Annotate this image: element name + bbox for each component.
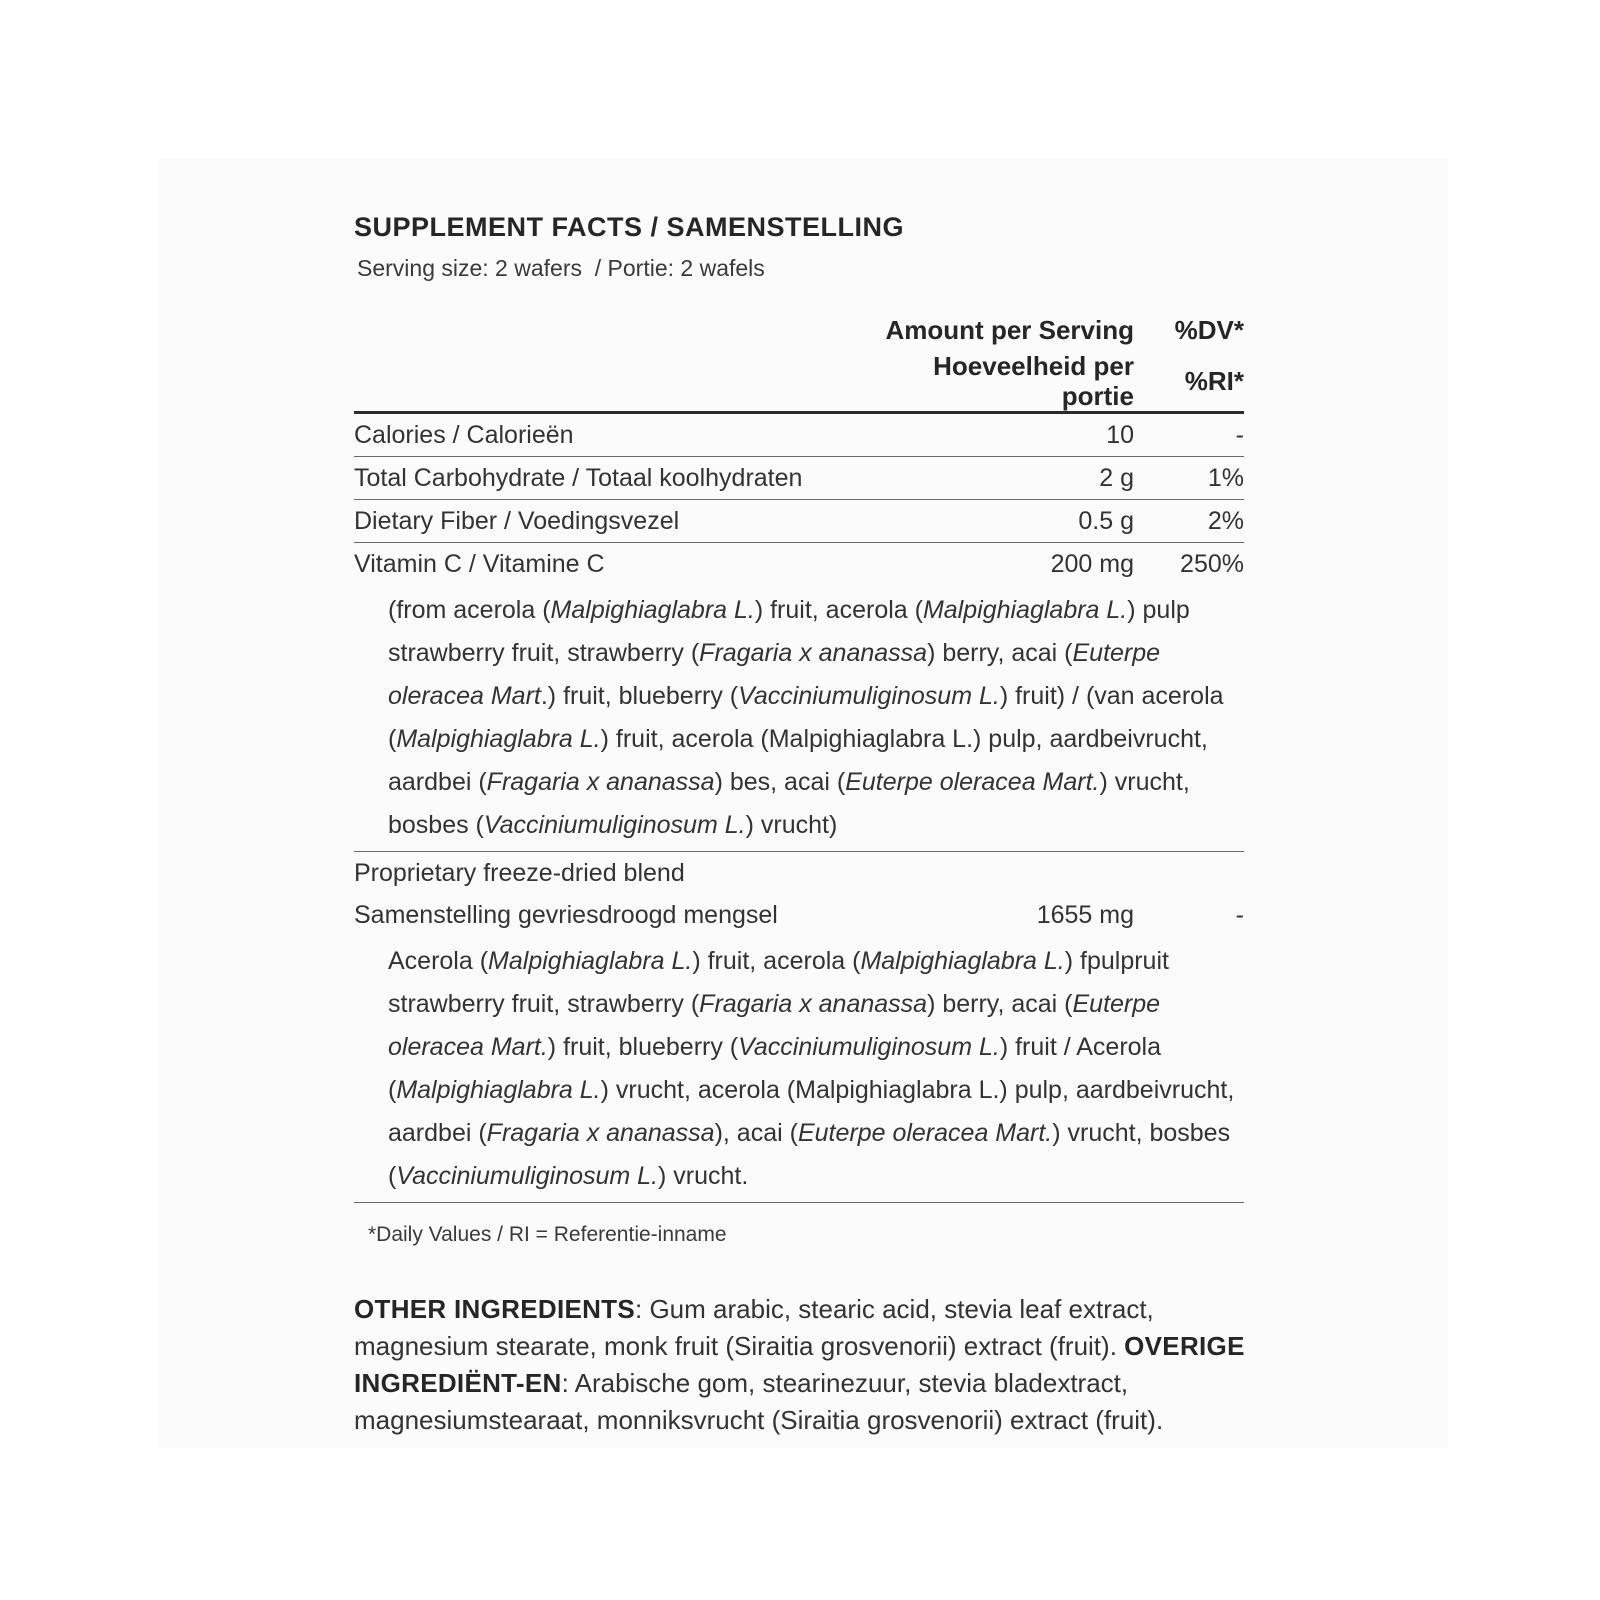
nutrient-dv: 250% — [1180, 550, 1244, 578]
botanical-name: Malpighiaglabra L. — [488, 947, 693, 975]
source-text: ), acai ( — [714, 1119, 798, 1147]
source-text: ) berry, acai ( — [927, 639, 1073, 667]
nutrient-name: Vitamin C / Vitamine C — [354, 550, 605, 578]
source-text: ) bes, acai ( — [714, 768, 846, 796]
botanical-name: Euterpe oleracea Mart. — [845, 768, 1100, 796]
dv-header-en: %DV* — [1174, 314, 1244, 345]
botanical-name: Fragaria x ananassa — [699, 990, 928, 1018]
botanical-name: Euterpe oleracea Mart. — [797, 1119, 1053, 1147]
blend-sources — [354, 936, 1244, 1203]
source-text: ) vrucht, bosbes ( — [388, 1119, 1231, 1190]
nutrient-name: Dietary Fiber / Voedingsvezel — [354, 500, 874, 543]
source-text: ) fpulpruit strawberry fruit, strawberry ( — [388, 947, 1169, 1018]
source-text: ) pulp strawberry fruit, strawberry ( — [388, 596, 1190, 667]
botanical-name: Fragaria x ananassa — [486, 1119, 715, 1147]
blend-row — [354, 894, 1244, 936]
source-text: .) fruit, blueberry ( — [540, 682, 739, 710]
supplement-facts-label — [354, 200, 1254, 1439]
source-text: ) vrucht, bosbes ( — [388, 768, 1190, 839]
source-text: ) fruit, acerola (Malpighiaglabra L.) pulp, aardbeivrucht, aardbei ( — [388, 725, 1208, 796]
footnote: *Daily Values / RI = Referentie-inname — [368, 1223, 727, 1246]
other-ingredients-label-nl: OVERIGE INGREDIËNT-EN — [354, 1331, 1245, 1398]
source-text: ) fruit, acerola ( — [754, 596, 923, 624]
source-text: ) vrucht, acerola (Malpighiaglabra L.) pulp, aardbeivrucht, aardbei ( — [388, 1076, 1235, 1147]
serving-size: Serving size: 2 wafers / Portie: 2 wafels — [357, 255, 765, 281]
source-text: ) fruit, acerola ( — [692, 947, 861, 975]
source-text: ) berry, acai ( — [927, 990, 1073, 1018]
botanical-name: Euterpe oleracea Mart — [388, 639, 1161, 710]
other-ingredients-text-nl: : Arabische gom, stearinezuur, stevia bladextract, magnesiumstearaat, monniksvrucht (Siraitia grosvenorii) extract (fruit). — [354, 1368, 1164, 1435]
blend-amount: 1655 mg — [1036, 901, 1134, 929]
amount-header-en: Amount per Serving — [885, 314, 1134, 345]
other-ingredients-text-en: : Gum arabic, stearic acid, stevia leaf extract, magnesium stearate, monk fruit (Siraitia grosvenorii) extract (fruit). — [354, 1294, 1154, 1361]
facts-table — [354, 308, 1244, 1203]
table-row — [354, 500, 1244, 543]
blend-name-row — [354, 852, 1244, 895]
blend-dv: - — [1235, 901, 1244, 929]
source-text: Acerola ( — [388, 947, 489, 975]
botanical-name: Malpighiaglabra L. — [396, 1076, 601, 1104]
nutrient-dv: 2% — [1134, 500, 1244, 543]
blend-source-row — [354, 936, 1244, 1203]
blend-name-en: Proprietary freeze-dried blend — [354, 859, 685, 887]
botanical-name: Vacciniumuliginosum L. — [483, 811, 746, 839]
table-row — [354, 543, 1244, 586]
source-text: ) vrucht) — [745, 811, 838, 839]
nutrient-amount: 200 mg — [1050, 550, 1134, 578]
botanical-name: Euterpe oleracea Mart. — [388, 990, 1161, 1061]
other-ingredients-label-en: OTHER INGREDIENTS — [354, 1294, 636, 1324]
nutrient-amount: 2 g — [874, 457, 1134, 500]
label-title: SUPPLEMENT FACTS / SAMENSTELLING — [354, 212, 905, 242]
source-text: ) fruit / Acerola ( — [388, 1033, 1162, 1104]
table-row — [354, 413, 1244, 457]
blend-name-nl: Samenstelling gevriesdroogd mengsel — [354, 901, 778, 929]
nutrient-amount: 10 — [874, 413, 1134, 457]
botanical-name: Fragaria x ananassa — [699, 639, 928, 667]
table-row — [354, 457, 1244, 500]
other-ingredients — [354, 1291, 1254, 1439]
botanical-name: Vacciniumuliginosum L. — [396, 1162, 659, 1190]
botanical-name: Fragaria x ananassa — [486, 768, 715, 796]
nutrient-dv: - — [1134, 413, 1244, 457]
source-text: (from acerola ( — [388, 596, 551, 624]
botanical-name: Malpighiaglabra L. — [922, 596, 1128, 624]
source-text: ) vrucht. — [658, 1162, 749, 1190]
nutrient-dv: 1% — [1134, 457, 1244, 500]
header-row-nl — [354, 351, 1244, 413]
dv-header-nl: %RI* — [1134, 351, 1244, 413]
source-text: ) fruit) / (van acerola ( — [388, 682, 1224, 753]
amount-header-nl: Hoeveelheid per portie — [874, 351, 1134, 413]
botanical-name: Vacciniumuliginosum L. — [738, 682, 1000, 710]
source-text: ) fruit, blueberry ( — [547, 1033, 739, 1061]
vitamin-c-sources — [354, 585, 1244, 852]
botanical-name: Malpighiaglabra L. — [396, 725, 601, 753]
nutrient-name: Calories / Calorieën — [354, 413, 874, 457]
vitamin-c-source-row — [354, 585, 1244, 852]
botanical-name: Malpighiaglabra L. — [860, 947, 1065, 975]
nutrient-name: Total Carbohydrate / Totaal koolhydraten — [354, 457, 874, 500]
nutrient-amount: 0.5 g — [874, 500, 1134, 543]
botanical-name: Malpighiaglabra L. — [550, 596, 755, 624]
header-row-en — [354, 308, 1244, 351]
botanical-name: Vacciniumuliginosum L. — [738, 1033, 1000, 1061]
